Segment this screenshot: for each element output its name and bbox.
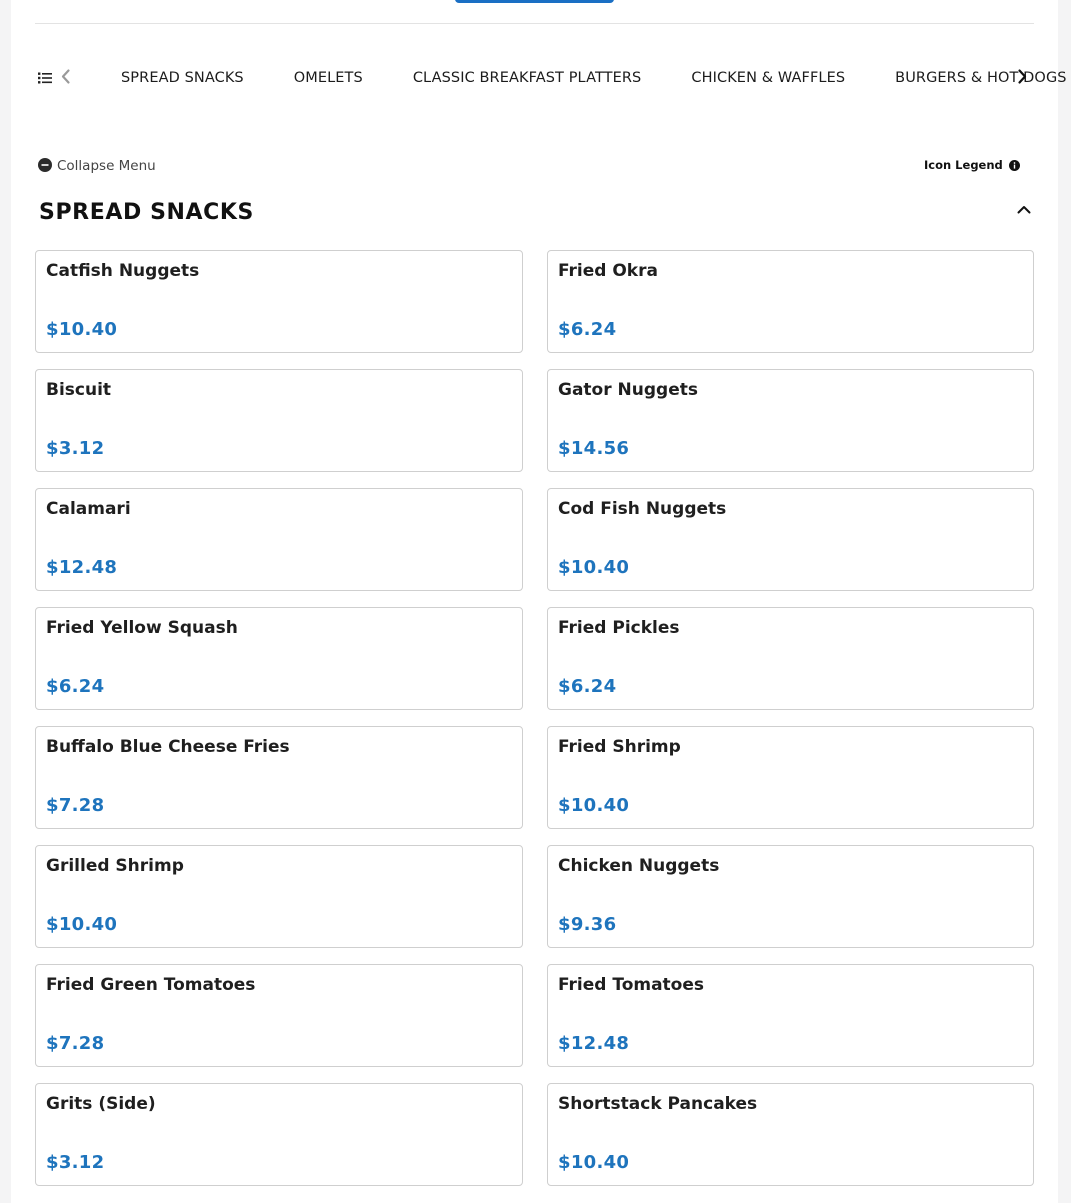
category-next-button[interactable]: [1010, 58, 1034, 98]
menu-item-card[interactable]: [35, 369, 523, 472]
category-tab-chicken-waffles[interactable]: CHICKEN & WAFFLES: [691, 70, 846, 86]
item-price: $10.40: [46, 319, 118, 340]
item-name: Fried Tomatoes: [558, 975, 705, 995]
item-price: $12.48: [558, 1033, 630, 1054]
item-name: Biscuit: [46, 380, 112, 400]
minus-circle-icon: [38, 157, 52, 176]
section-header: [35, 196, 1034, 236]
item-price: $10.40: [46, 914, 118, 935]
divider: [35, 23, 1034, 24]
list-icon: [38, 69, 52, 88]
menu-item-card[interactable]: [35, 845, 523, 948]
chevron-right-icon: [1018, 69, 1027, 88]
item-price: $14.56: [558, 438, 630, 459]
section-title: SPREAD SNACKS: [39, 200, 255, 225]
item-name: Cod Fish Nuggets: [558, 499, 727, 519]
item-name: Fried Pickles: [558, 618, 680, 638]
item-name: Shortstack Pancakes: [558, 1094, 758, 1114]
item-price: $6.24: [558, 676, 617, 697]
item-price: $3.12: [46, 1152, 105, 1173]
icon-legend-button[interactable]: [924, 156, 1020, 174]
item-price: $7.28: [46, 795, 105, 816]
menu-item-card[interactable]: [547, 845, 1034, 948]
item-price: $3.12: [46, 438, 105, 459]
item-price: $6.24: [46, 676, 105, 697]
item-name: Buffalo Blue Cheese Fries: [46, 737, 290, 757]
chevron-left-icon: [61, 69, 70, 88]
item-name: Fried Shrimp: [558, 737, 681, 757]
menu-item-card[interactable]: [35, 964, 523, 1067]
item-name: Fried Yellow Squash: [46, 618, 238, 638]
menu-item-card[interactable]: [35, 1083, 523, 1186]
icon-legend-label: Icon Legend: [924, 158, 1003, 172]
item-name: Chicken Nuggets: [558, 856, 720, 876]
category-tab-omelets[interactable]: OMELETS: [293, 70, 363, 86]
menu-item-card[interactable]: [35, 726, 523, 829]
item-name: Grits (Side): [46, 1094, 156, 1114]
category-tab-spread-snacks[interactable]: SPREAD SNACKS: [121, 70, 244, 86]
category-tab-burgers-hot-dogs[interactable]: BURGERS & HOT DOGS: [895, 70, 1067, 86]
category-strip: [85, 58, 1067, 98]
collapse-menu-label: Collapse Menu: [57, 158, 156, 174]
menu-item-card[interactable]: [547, 369, 1034, 472]
item-price: $6.24: [558, 319, 617, 340]
menu-item-card[interactable]: [547, 964, 1034, 1067]
item-name: Catfish Nuggets: [46, 261, 200, 281]
item-name: Gator Nuggets: [558, 380, 698, 400]
menu-item-card[interactable]: [547, 488, 1034, 591]
top-action-button[interactable]: [455, 0, 614, 3]
item-price: $10.40: [558, 795, 630, 816]
section-collapse-toggle[interactable]: [1014, 198, 1034, 218]
info-icon: [1009, 156, 1020, 175]
menu-item-grid: [35, 250, 1034, 1186]
menu-page: [11, 0, 1067, 1203]
item-price: $7.28: [46, 1033, 105, 1054]
item-price: $10.40: [558, 1152, 630, 1173]
collapse-menu-button[interactable]: [38, 156, 156, 176]
item-price: $10.40: [558, 557, 630, 578]
item-name: Fried Green Tomatoes: [46, 975, 256, 995]
menu-item-card[interactable]: [35, 250, 523, 353]
menu-item-card[interactable]: [35, 607, 523, 710]
menu-item-card[interactable]: [35, 488, 523, 591]
item-price: $9.36: [558, 914, 617, 935]
item-name: Fried Okra: [558, 261, 658, 281]
category-list-button[interactable]: [35, 58, 55, 98]
category-nav: [35, 58, 1067, 98]
item-name: Calamari: [46, 499, 131, 519]
item-price: $12.48: [46, 557, 118, 578]
item-name: Grilled Shrimp: [46, 856, 184, 876]
menu-item-card[interactable]: [547, 250, 1034, 353]
category-prev-button[interactable]: [57, 58, 73, 98]
chevron-up-icon: [1017, 199, 1031, 218]
menu-item-card[interactable]: [547, 607, 1034, 710]
menu-item-card[interactable]: [547, 726, 1034, 829]
category-tab-classic-breakfast-platters[interactable]: CLASSIC BREAKFAST PLATTERS: [412, 70, 642, 86]
menu-item-card[interactable]: [547, 1083, 1034, 1186]
